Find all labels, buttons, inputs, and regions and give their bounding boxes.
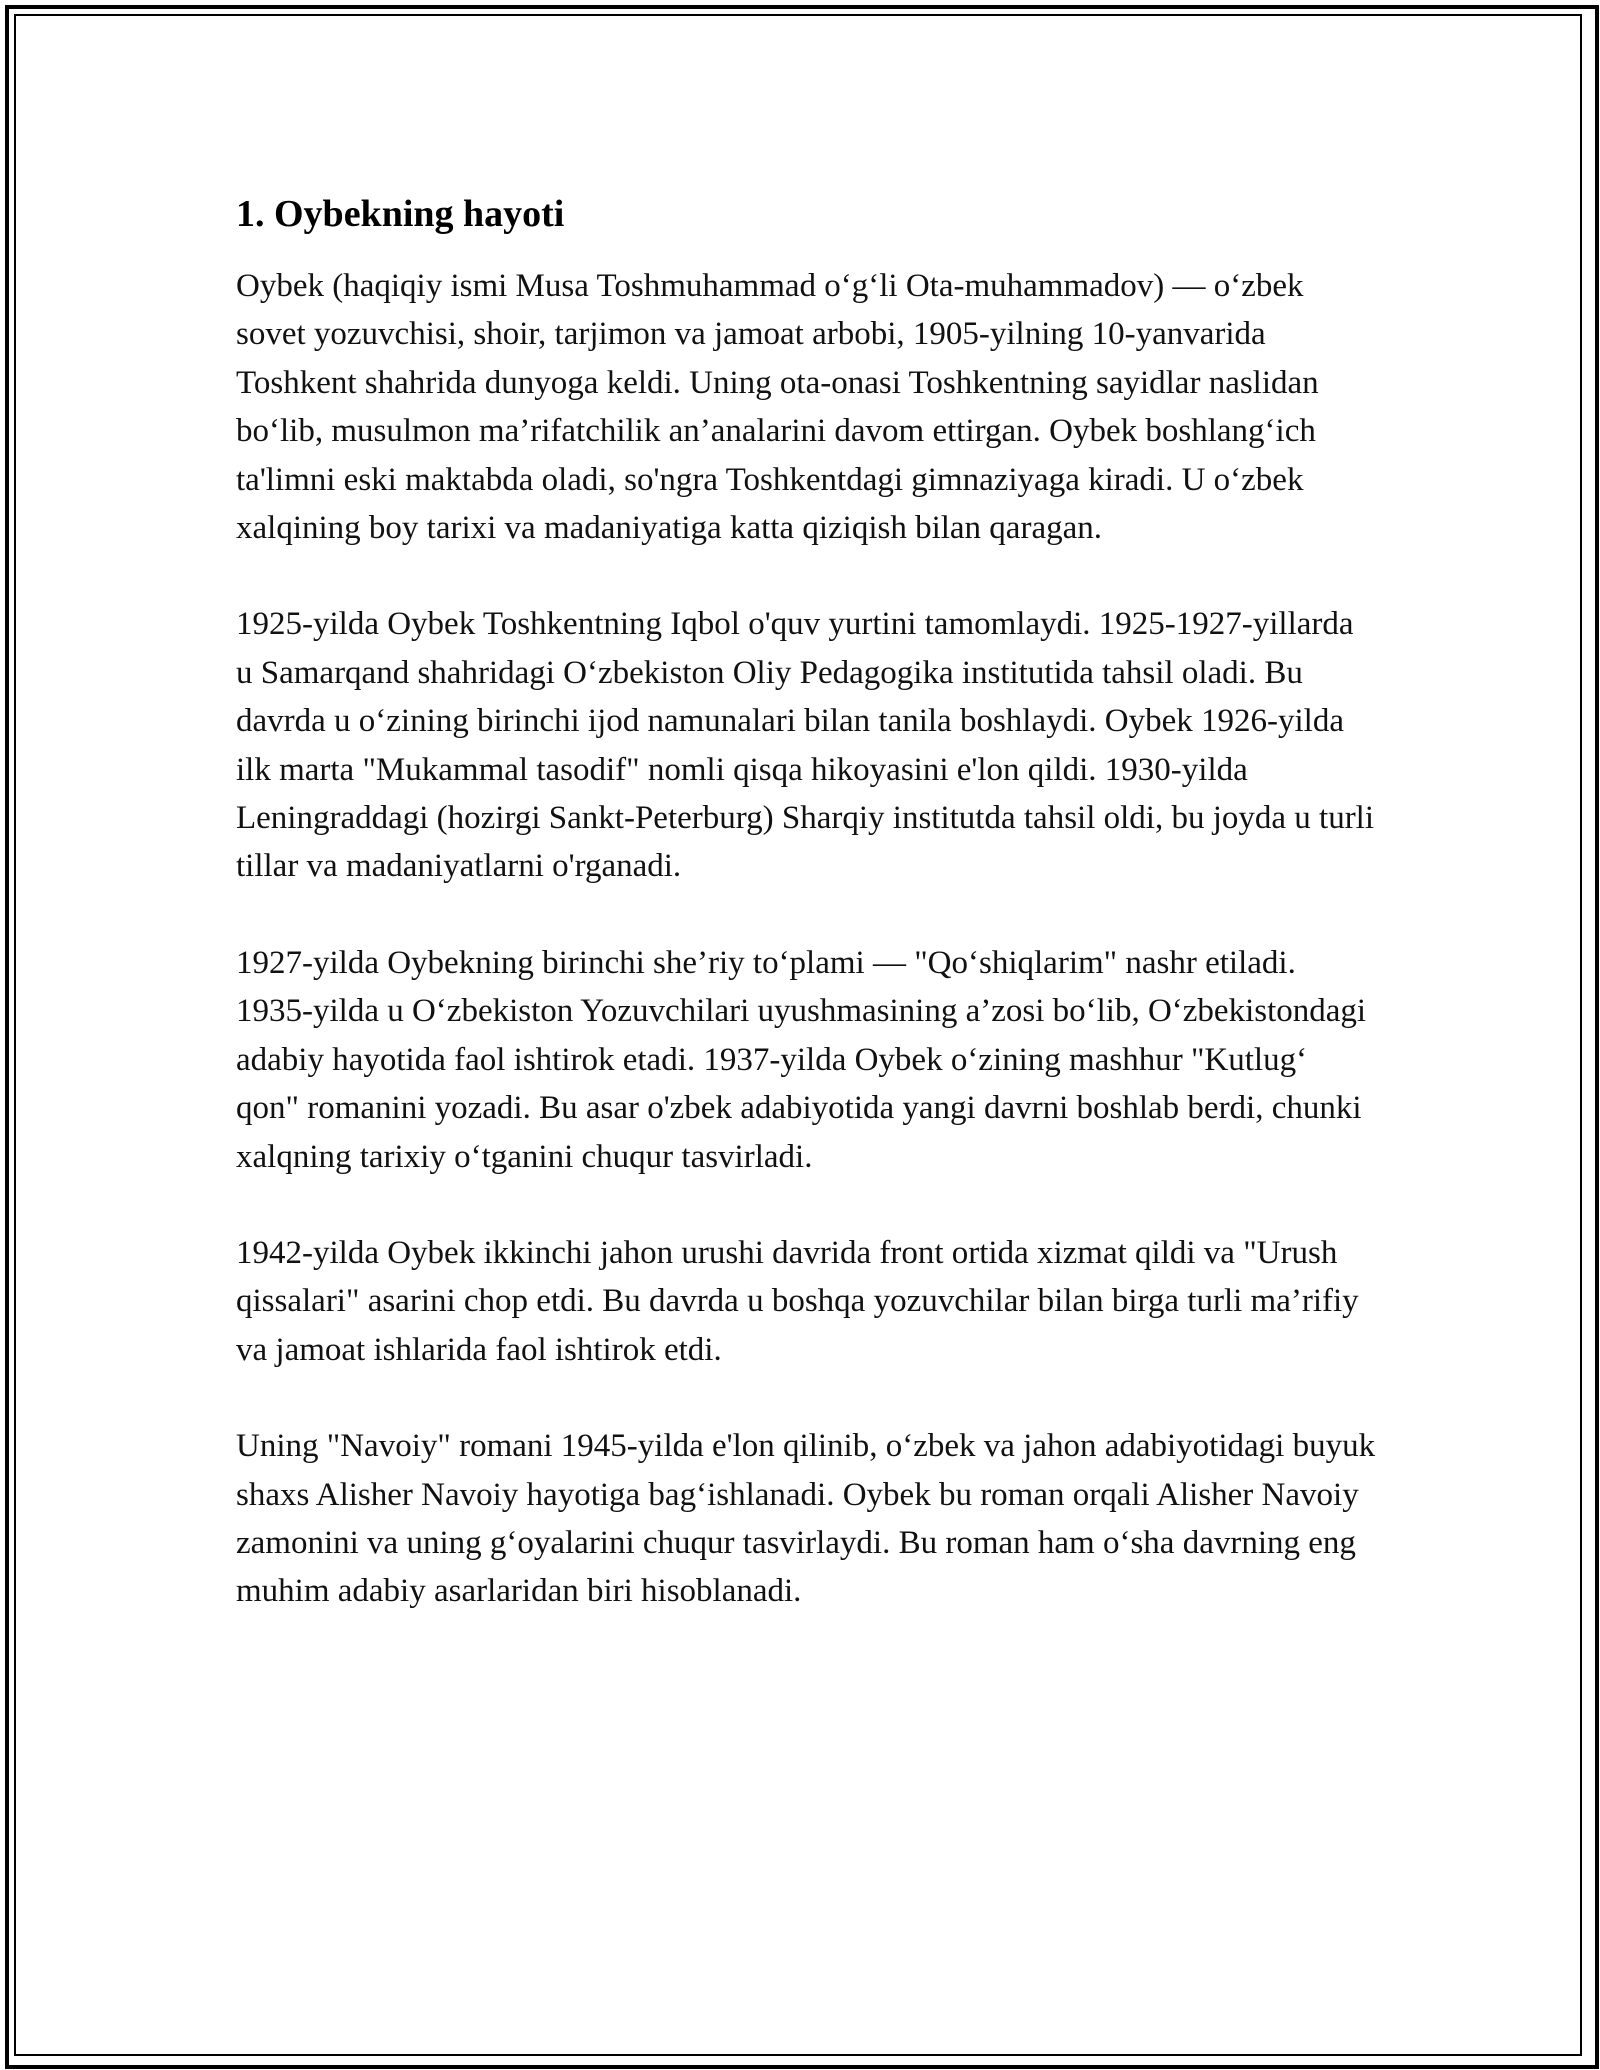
paragraph-5: Uning "Navoiy" romani 1945-yilda e'lon qilinib, o‘zbek va jahon adabiyotidagi buyuk shaxs Alisher Navoiy hayotiga bag‘ishlanadi. Oybek bu roman orqali Alisher Navoiy zamonini va uning g‘oyalarini chuqur tasvirlaydi. Bu roman ham o‘sha davrning eng muhim adabiy asarlaridan biri hisoblanadi. (236, 1428, 1376, 1610)
section-title: 1. Oybekning hayoti (236, 193, 565, 235)
paragraph-3: 1927-yilda Oybekning birinchi she’riy to‘plami — "Qo‘shiqlarim" nashr etiladi. 1935-yilda u O‘zbekiston Yozuvchilari uyushmasining a’zosi bo‘lib, O‘zbekistondagi adabiy hayotida faol ishtirok etadi. 1937-yilda Oybek o‘zining mashhur "Kutlug‘ qon" romanini yozadi. Bu asar o'zbek adabiyotida yangi davrni boshlab berdi, chunki xalqning tarixiy o‘tganini chuqur tasvirladi. (236, 944, 1367, 1175)
document-body (236, 188, 1376, 1664)
paragraph-2: 1925-yilda Oybek Toshkentning Iqbol o'quv yurtini tamomlaydi. 1925-1927-yillarda u Samarqand shahridagi O‘zbekiston Oliy Pedagogika institutida tahsil oladi. Bu davrda u o‘zining birinchi ijod namunalari bilan tanila boshlaydi. Oybek 1926-yilda ilk marta "Mukammal tasodif" nomli qisqa hikoyasini e'lon qildi. 1930-yilda Leningraddagi (hozirgi Sankt-Peterburg) Sharqiy institutda tahsil oldi, bu joyda u turli tillar va madaniyatlarni o'rganadi. (236, 606, 1375, 885)
paragraph-4: 1942-yilda Oybek ikkinchi jahon urushi davrida front ortida xizmat qildi va "Urush qissalari" asarini chop etdi. Bu davrda u boshqa yozuvchilar bilan birga turli ma’rifiy va jamoat ishlarida faol ishtirok etdi. (236, 1234, 1359, 1368)
paragraph-1: Oybek (haqiqiy ismi Musa Toshmuhammad o‘g‘li Ota-muhammadov) — o‘zbek sovet yozuvchisi, shoir, tarjimon va jamoat arbobi, 1905-yilning 10-yanvarida Toshkent shahrida dunyoga keldi. Uning ota-onasi Toshkentning sayidlar naslidan bo‘lib, musulmon ma’rifatchilik an’analarini davom ettirgan. Oybek boshlang‘ich ta'limni eski maktabda oladi, so'ngra Toshkentdagi gimnaziyaga kiradi. U o‘zbek xalqining boy tarixi va madaniyatiga katta qiziqish bilan qaragan. (236, 268, 1319, 547)
